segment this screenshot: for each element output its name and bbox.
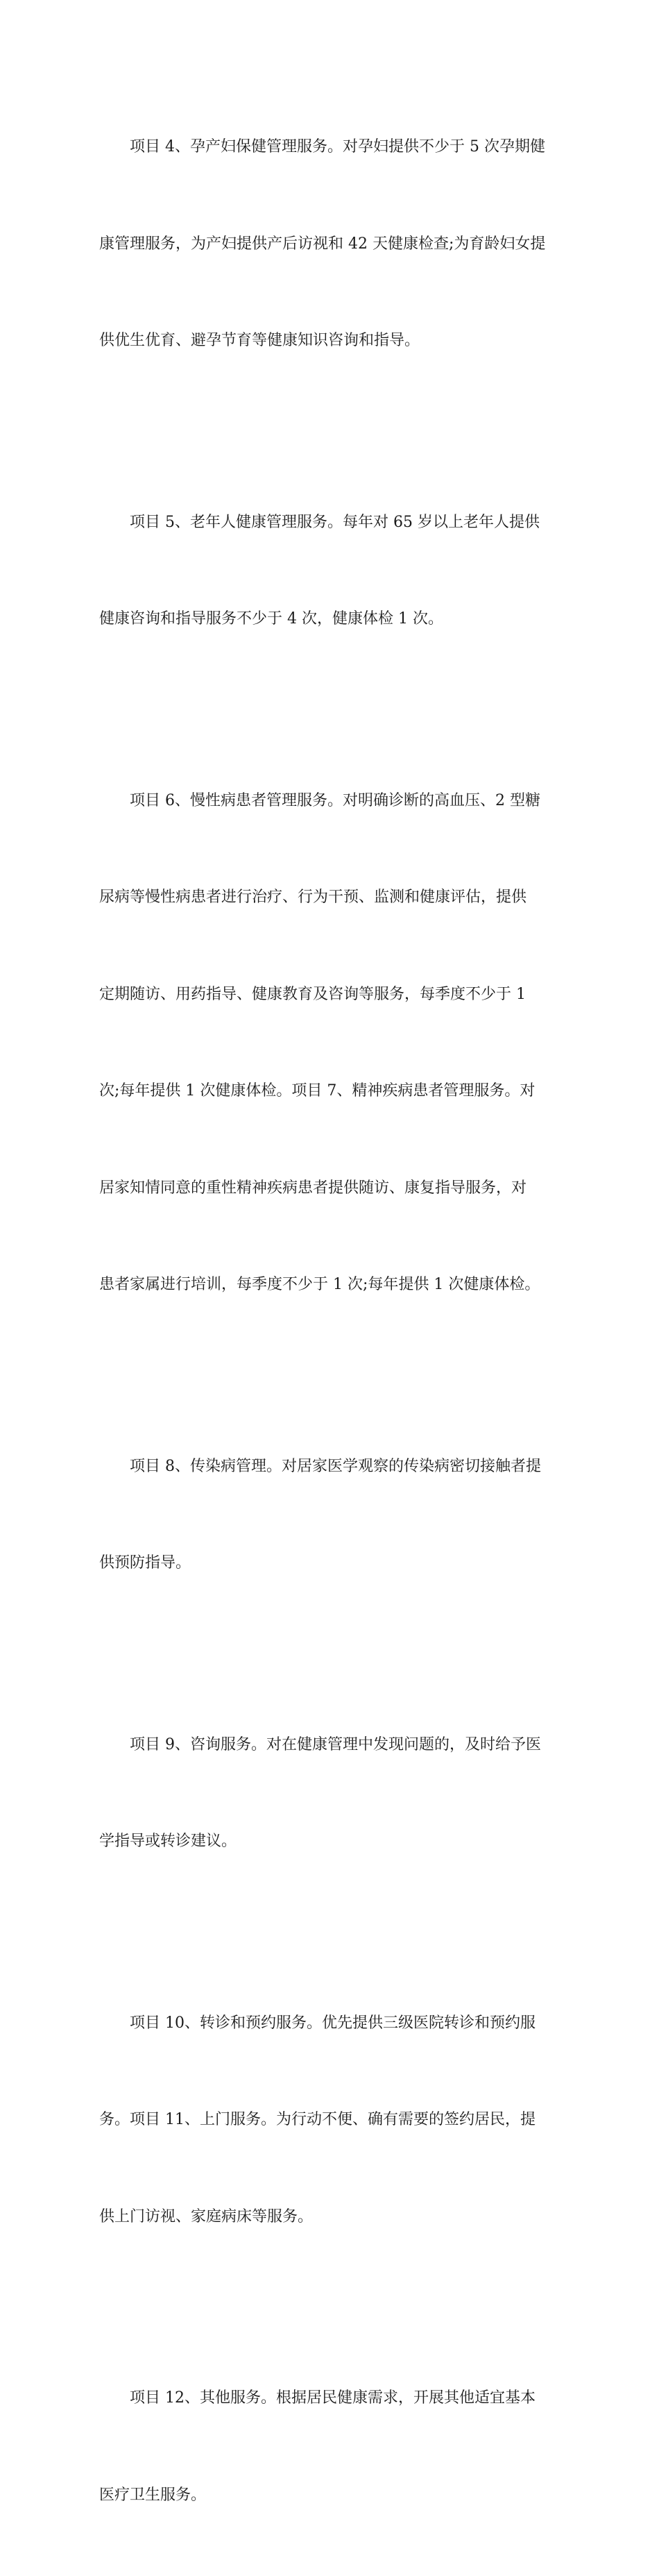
text-line: 供上门访视、家庭病床等服务。	[99, 2207, 314, 2225]
text-line: 定期随访、用药指导、健康教育及咨询等服务，每季度不少于 1	[99, 985, 526, 1003]
paragraph-item-9	[99, 1665, 571, 1923]
text-line: 项目 10、转诊和预约服务。优先提供三级医院转诊和预约服	[130, 2014, 536, 2032]
text-line: 居家知情同意的重性精神疾病患者提供随访、康复指导服务，对	[99, 1179, 527, 1197]
paragraph-item-10-11	[99, 1943, 571, 2298]
text-line: 尿病等慢性病患者进行治疗、行为干预、监测和健康评估，提供	[99, 889, 527, 906]
text-line: 学指导或转诊建议。	[99, 1833, 237, 1850]
text-line: 项目 6、慢性病患者管理服务。对明确诊断的高血压、2 型糖	[130, 791, 540, 809]
text-line: 次;每年提供 1 次健康体检。项目 7、精神疾病患者管理服务。对	[99, 1082, 536, 1100]
text-line: 供预防指导。	[99, 1554, 191, 1572]
paragraph-item-4	[99, 67, 571, 422]
text-line: 务。项目 11、上门服务。为行动不便、确有需要的签约居民，提	[99, 2111, 536, 2128]
text-line: 健康咨询和指导服务不少于 4 次，健康体检 1 次。	[99, 610, 443, 628]
text-line: 医疗卫生服务。	[99, 2486, 207, 2504]
text-line: 项目 9、咨询服务。对在健康管理中发现问题的，及时给予医	[130, 1735, 541, 1753]
paragraph-item-5	[99, 442, 571, 700]
text-line: 项目 4、孕产妇保健管理服务。对孕妇提供不少于 5 次孕期健	[130, 138, 545, 155]
text-line: 供优生优育、避孕节育等健康知识咨询和指导。	[99, 332, 420, 349]
text-line: 患者家属进行培训，每季度不少于 1 次;每年提供 1 次健康体检。	[99, 1276, 540, 1293]
document-body	[99, 67, 571, 2576]
paragraph-item-12	[99, 2318, 571, 2576]
text-line: 项目 12、其他服务。根据居民健康需求，开展其他适宜基本	[130, 2389, 536, 2407]
text-line: 项目 8、传染病管理。对居家医学观察的传染病密切接触者提	[130, 1457, 541, 1475]
text-line: 康管理服务，为产妇提供产后访视和 42 天健康检查;为育龄妇女提	[99, 235, 546, 253]
text-line: 项目 5、老年人健康管理服务。每年对 65 岁以上老年人提供	[130, 513, 540, 531]
paragraph-item-6-7	[99, 721, 571, 1366]
paragraph-item-8	[99, 1386, 571, 1644]
